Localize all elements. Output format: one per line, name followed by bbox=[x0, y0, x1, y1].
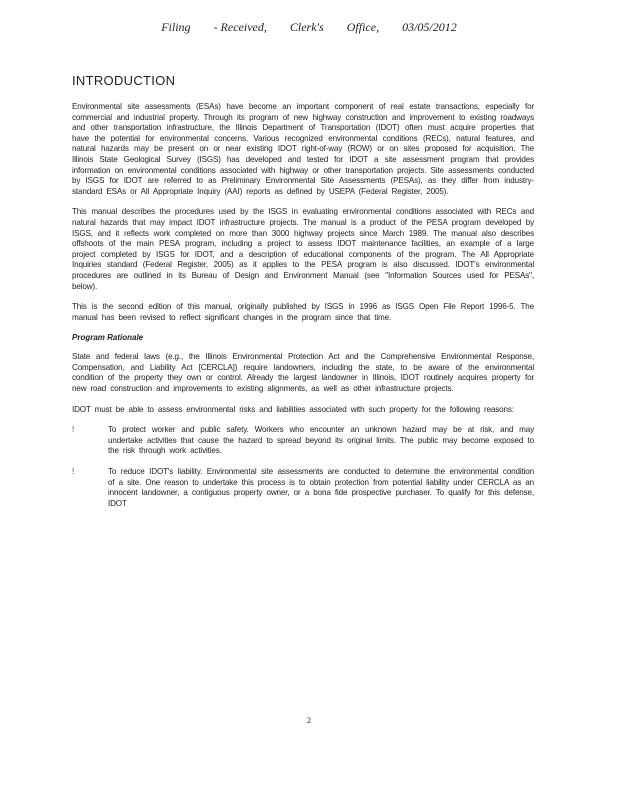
document-body bbox=[72, 102, 534, 519]
header-date: 03/05/2012 bbox=[402, 20, 457, 34]
paragraph-esa: Environmental site assessments (ESAs) have become an important component of real estate transactions, especially for commercial and industrial property. Through its program of new highway construction and improvement to existing roadways and other transportation infrastructure, the Illinois Department of Transportation (IDOT) often must acquire properties that have the potential for environmental concerns. Various recognized environmental conditions (RECs), natural features, and natural hazards may be present on or near existing IDOT right-of-way (ROW) or on sites proposed for acquisition. The Illinois State Geological Survey (ISGS) has developed and tested for IDOT a site assessment program that provides information on environmental conditions associated with highway or other transportation projects. Site assessments conducted by ISGS for IDOT are referred to as Preliminary Environmental Site Assessments (PESAs), as they differ from industry-standard ESAs or All Appropriate Inquiry (AAI) reports as defined by USEPA (Federal Register, 2005). bbox=[72, 102, 534, 196]
bullet-item bbox=[72, 425, 534, 467]
paragraph-reasons: IDOT must be able to assess environmental risks and liabilities associated with such property for the following reasons: bbox=[72, 404, 514, 414]
paragraph-laws: State and federal laws (e.g., the Illinois Environmental Protection Act and the Comprehensive Environmental Response, Compensation, and Liability Act [CERCLA]) require landowners, including the state, to be aware of the environmental condition of the property they own or control. Already the largest landowner in Illinois, IDOT routinely acquires property for new road construction and improvements to existing alignments, as well as other infrastructure projects. bbox=[72, 352, 534, 394]
header-filing: Filing bbox=[161, 20, 191, 34]
page-number: 2 bbox=[307, 716, 311, 725]
section-title: INTRODUCTION bbox=[72, 73, 176, 88]
bullet-item bbox=[72, 467, 534, 519]
header-office: Office, bbox=[346, 20, 380, 34]
bullet-text: To protect worker and public safety. Workers who encounter an unknown hazard may be at risk, and may undertake activities that cause the hazard to spread beyond its original limits. The public may become exposed to the risk through work activities. bbox=[108, 425, 534, 456]
paragraph-manual: This manual describes the procedures used by the ISGS in evaluating environmental conditions associated with RECs and natural hazards that may impact IDOT infrastructure projects. The manual is a product of the PESA program developed by ISGS, and it reflects work completed on more than 3000 highway projects since March 1989. The manual also describes offshoots of the main PESA program, including a project to assess IDOT maintenance facilities, an example of a large project completed by ISGS for IDOT, and a description of educational components of the program. The All Appropriate Inquiries standard (Federal Register, 2005) as it applies to the PESA program is also discussed. IDOT's environmental procedures are outlined in its Bureau of Design and Environment Manual (see "Information Sources used for PESAs", below). bbox=[72, 207, 534, 291]
header-received: - Received, bbox=[213, 20, 267, 34]
page-header bbox=[0, 20, 618, 35]
bullet-mark: ! bbox=[72, 425, 75, 435]
bullet-text: To reduce IDOT's liability. Environmental site assessments are conducted to determine the environmental condition of a site. One reason to undertake this process is to obtain protection from potential liability under CERCLA as an innocent landowner, a contiguous property owner, or a bona fide prospective purchaser. To qualify for this defense, IDOT bbox=[108, 467, 534, 508]
header-clerks: Clerk's bbox=[289, 20, 324, 34]
bullet-mark: ! bbox=[72, 467, 75, 477]
subheading-program-rationale: Program Rationale bbox=[72, 333, 144, 343]
paragraph-edition: This is the second edition of this manual, originally published by ISGS in 1996 as ISGS Open File Report 1996-5. The manual has been revised to reflect significant changes in the program since that time. bbox=[72, 302, 534, 322]
